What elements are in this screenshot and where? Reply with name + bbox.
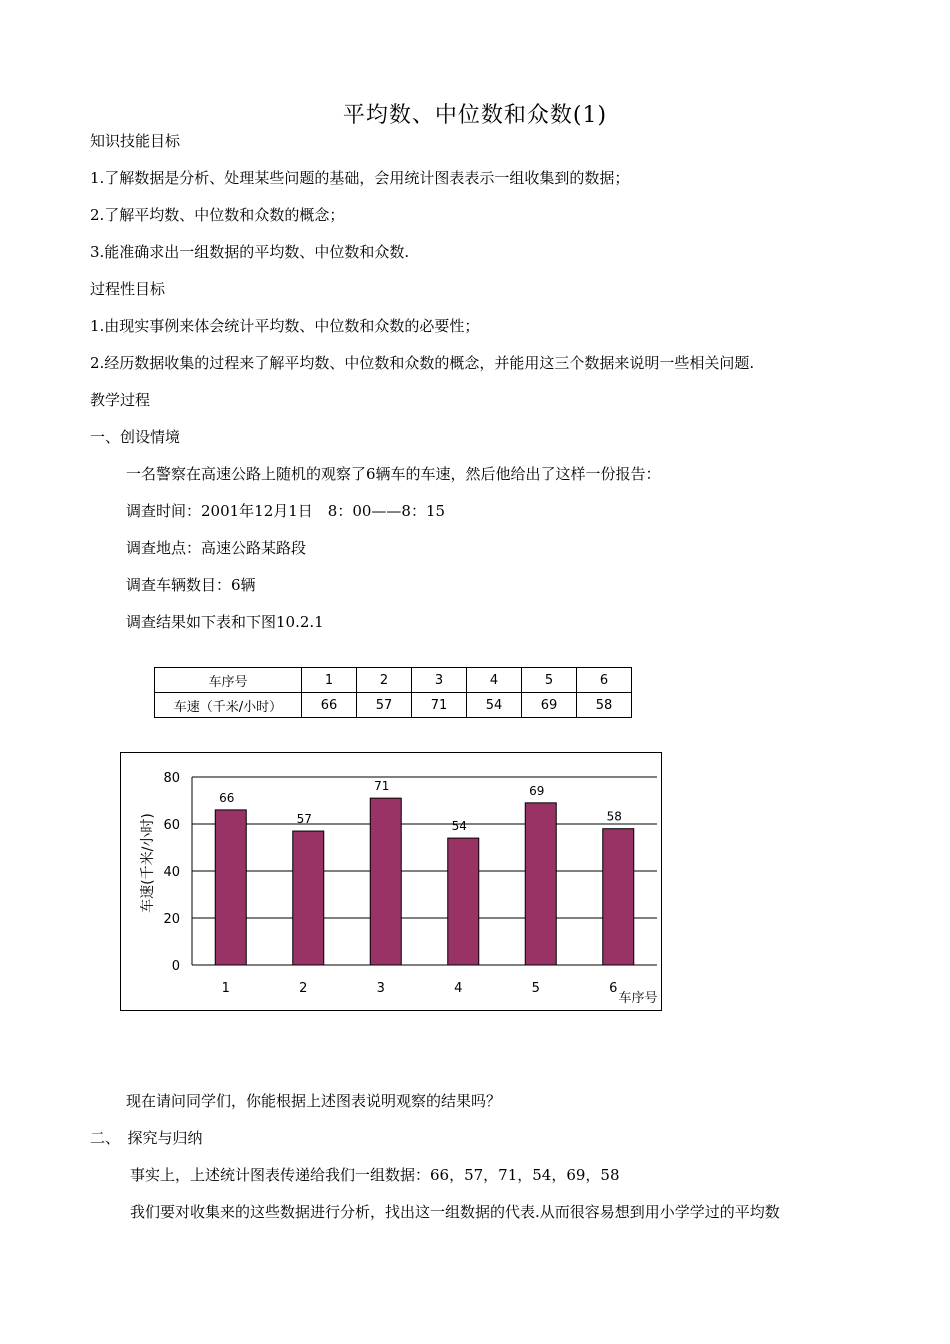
part2-heading: 二、 探究与归纳 [90,1129,203,1147]
table-cell: 6 [577,668,632,693]
table-cell: 4 [467,668,522,693]
section-heading-teaching: 教学过程 [90,391,151,409]
y-tick-label: 0 [171,959,180,974]
y-tick-label: 80 [163,771,180,786]
table-cell: 57 [357,693,412,718]
data-label: 54 [451,819,467,834]
data-label: 69 [529,783,545,798]
part1-heading: 一、创设情境 [90,428,181,446]
process-item-1: 1.由现实事例来体会统计平均数、中位数和众数的必要性； [90,317,480,335]
data-label: 66 [219,790,235,805]
part1-line-4: 调查车辆数目：6辆 [126,576,256,594]
part1-line-2: 调查时间：2001年12月1日 8：00——8：15 [126,502,446,520]
knowledge-item-3: 3.能准确求出一组数据的平均数、中位数和众数. [90,243,410,261]
process-item-2: 2.经历数据收集的过程来了解平均数、中位数和众数的概念，并能用这三个数据来说明一些相关问题. [90,354,755,372]
x-tick-label: 1 [221,981,230,996]
knowledge-item-1: 1.了解数据是分析、处理某些问题的基础，会用统计图表表示一组收集到的数据； [90,169,630,187]
knowledge-item-2: 2.了解平均数、中位数和众数的概念； [90,206,345,224]
section-heading-process: 过程性目标 [90,280,166,298]
part1-line-1: 一名警察在高速公路上随机的观察了6辆车的车速，然后他给出了这样一份报告： [126,465,661,483]
y-axis-label: 车速(千米/小时) [140,813,156,913]
speed-bar-chart [120,752,662,1012]
part1-line-3: 调查地点：高速公路某路段 [126,539,307,557]
table-cell: 3 [412,668,467,693]
speed-table [154,667,632,718]
table-cell: 71 [412,693,467,718]
table-cell: 2 [357,668,412,693]
x-tick-label: 4 [454,981,463,996]
y-tick-label: 60 [163,818,180,833]
table-cell: 54 [467,693,522,718]
page-title: 平均数、中位数和众数(1) [342,103,608,128]
x-tick-label: 6 [609,981,618,996]
table-header-car-number: 车序号 [155,668,302,693]
data-label: 57 [296,812,312,827]
table-cell: 58 [577,693,632,718]
part1-line-5: 调查结果如下表和下图10.2.1 [126,613,324,631]
y-tick-label: 20 [163,912,180,927]
x-tick-label: 2 [299,981,308,996]
x-tick-label: 5 [531,981,540,996]
table-row [155,668,632,693]
bar [293,831,324,965]
bar [215,810,246,965]
part2-line-2: 我们要对收集来的这些数据进行分析，找出这一组数据的代表.从而很容易想到用小学学过的平均数 [130,1203,780,1221]
table-cell: 1 [302,668,357,693]
data-label: 58 [606,809,622,824]
bar [448,838,479,965]
table-cell: 69 [522,693,577,718]
bar [525,803,556,965]
table-cell: 66 [302,693,357,718]
data-label: 71 [374,779,390,794]
bar [603,829,634,965]
section-heading-knowledge: 知识技能目标 [90,132,181,150]
x-tick-label: 3 [376,981,385,996]
y-tick-label: 40 [163,865,180,880]
table-row [155,693,632,718]
bar [370,798,401,965]
table-header-speed: 车速（千米/小时） [155,693,302,718]
x-axis-label: 车序号 [618,991,658,1006]
part2-line-1: 事实上，上述统计图表传递给我们一组数据：66，57，71，54，69，58 [130,1166,620,1184]
table-cell: 5 [522,668,577,693]
question-line: 现在请问同学们，你能根据上述图表说明观察的结果吗？ [126,1092,502,1110]
